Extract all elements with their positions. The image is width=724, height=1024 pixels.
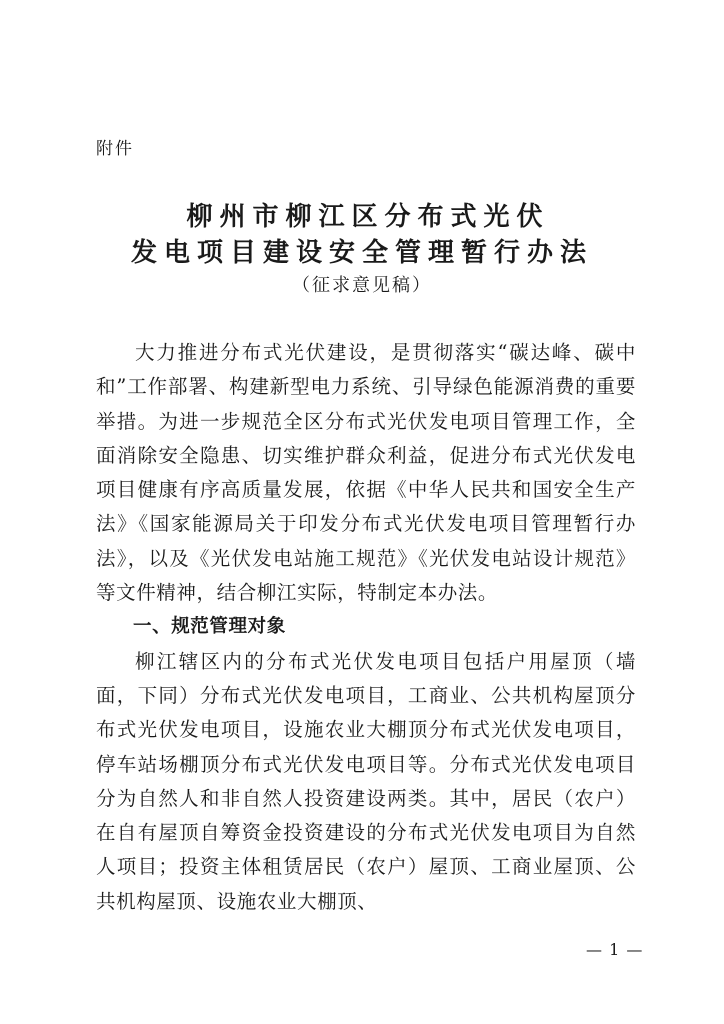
section-heading: 一、规范管理对象 <box>133 616 286 638</box>
document-subtitle: （征求意见稿） <box>292 275 432 296</box>
document-body <box>96 336 636 919</box>
attachment-label: 附件 <box>96 139 134 159</box>
intro-paragraph: 大力推进分布式光伏建设，是贯彻落实“碳达峰、碳中和”工作部署、构建新型电力系统、引导绿色能源消费的重要举措。为进一步规范全区分布式光伏发电项目管理工作，全面消除安全隐患、切实维护群众利益，促进分布式光伏发电项目健康有序高质量发展，依据《中华人民共和国安全生产法》《国家能源局关于印发分布式光伏发电项目管理暂行办法》，以及《光伏发电站施工规范》《光伏发电站设计规范》等文件精神，结合柳江实际，特制定本办法。 <box>96 341 636 605</box>
section-paragraph: 柳江辖区内的分布式光伏发电项目包括户用屋顶（墙面，下同）分布式光伏发电项目，工商业、公共机构屋顶分布式光伏发电项目，设施农业大棚顶分布式光伏发电项目，停车站场棚顶分布式光伏发电项目等。分布式光伏发电项目分为自然人和非自然人投资建设两类。其中，居民（农户）在自有屋顶自筹资金投资建设的分布式光伏发电项目为自然人项目；投资主体租赁居民（农户）屋顶、工商业屋顶、公共机构屋顶、设施农业大棚顶、 <box>96 649 636 913</box>
document-title-line-2: 发电项目建设安全管理暂行办法 <box>130 238 593 268</box>
document-title-line-1: 柳州市柳江区分布式光伏 <box>186 202 550 232</box>
page-number: — 1 — <box>586 940 644 959</box>
